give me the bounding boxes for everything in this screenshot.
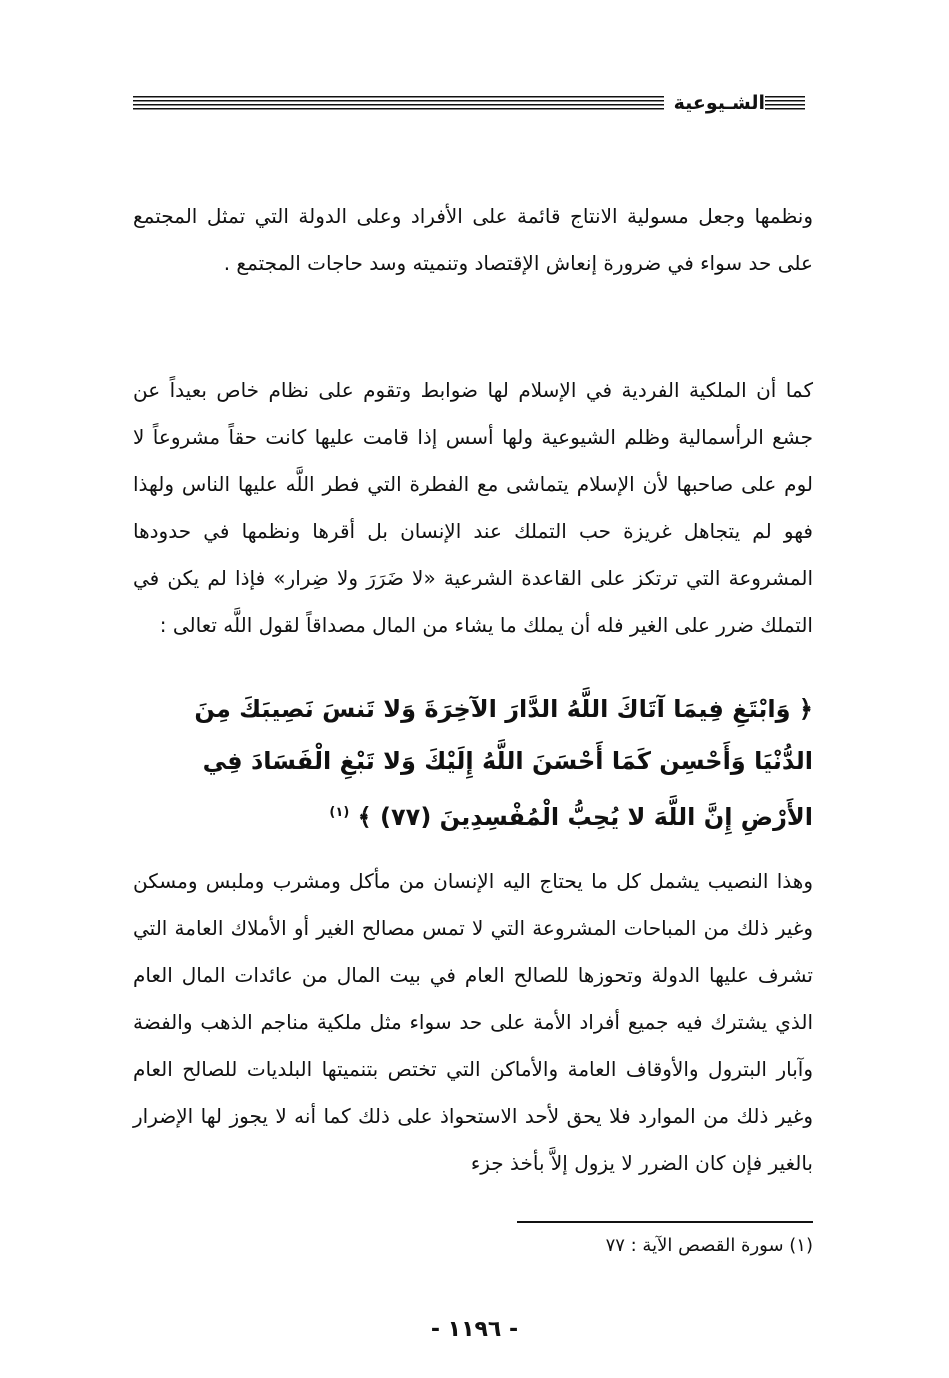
header-title: الشـيوعية [673, 92, 765, 114]
paragraph-3: وهذا النصيب يشمل كل ما يحتاج اليه الإنسان من مأكل ومشرب وملبس ومسكن وغير ذلك من المباحات المشروعة التي لا تمس مصالح الغير أو الأملاك العامة التي تشرف عليها الدولة وتحوزها للصالح العام في بيت المال من عائدات المال العام الذي يشترك فيه جميع أفراد الأمة على حد سواء مثل ملكية مناجم الذهب والفضة وآبار البترول والأوقاف العامة والأماكن التي تختص بتنميتها البلديات للصالح العام وغير ذلك من الموارد فلا يحق لأحد الاستحواذ على ذلك كما أنه لا يجوز لها الإضرار بالغير فإن كان الضرر لا يزول إلاَّ بأخذ جزء [133, 869, 813, 1175]
footnote: (١) سورة القصص الآية : ٧٧ [605, 1235, 813, 1256]
page-number: - ١١٩٦ - [430, 1317, 519, 1342]
header-ornament-left [133, 96, 664, 110]
paragraph-2: كما أن الملكية الفردية في الإسلام لها ضوابط وتقوم على نظام خاص بعيداً عن جشع الرأسمالية وظلم الشيوعية ولها أسس إذا قامت عليها كانت حقاً مشروعاً لا لوم على صاحبها لأن الإسلام يتماشى مع الفطرة التي فطر اللَّه عليها الناس ولهذا فهو لم يتجاهل غريزة حب التملك عند الإنسان بل أقرها ونظمها في حدودها المشروعة التي ترتكز على القاعدة الشرعية «لا ضَرَرَ ولا ضِرار» فإذا لم يكن في التملك ضرر على الغير فله أن يملك ما يشاء من المال مصداقاً لقول اللَّه تعالى : [133, 378, 813, 637]
running-header [133, 90, 813, 116]
footnote-marker: (١) [329, 805, 350, 820]
quran-verse: ﴿ وَابْتَغِ فِيمَا آتَاكَ اللَّهُ الدَّارَ الآخِرَةَ وَلا تَنسَ نَصِيبَكَ مِنَ الدُّنْيَا وَأَحْسِن كَمَا أَحْسَنَ اللَّهُ إِلَيْكَ وَلا تَبْغِ الْفَسَادَ فِي الأَرْضِ إِنَّ اللَّهَ لا يُحِبُّ الْمُفْسِدِينَ (٧٧) ﴾ [194, 695, 813, 831]
footnote-divider [517, 1221, 813, 1223]
paragraph-1: ونظمها وجعل مسولية الانتاج قائمة على الأفراد وعلى الدولة التي تمثل المجتمع على حد سواء في ضرورة إنعاش الإقتصاد وتنميته وسد حاجات المجتمع . [133, 204, 813, 275]
quran-verse-block [133, 683, 813, 843]
header-ornament-right [765, 96, 805, 110]
